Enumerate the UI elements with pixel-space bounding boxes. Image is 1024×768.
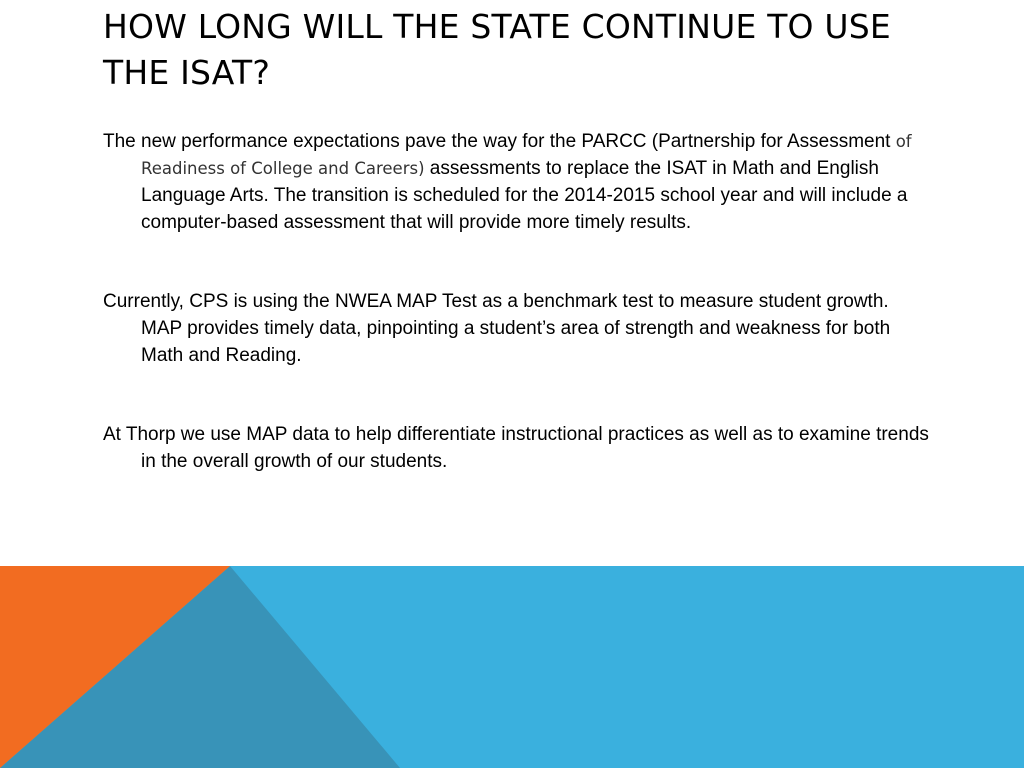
slide-body bbox=[103, 128, 933, 527]
paragraph-parcc-part3: assessments to replace the ISAT in Math and English Language Arts. The transition is scheduled for the 2014-2015 school year and will include a computer-based assessment that will provide more timely results. bbox=[141, 158, 908, 233]
paragraph-parcc-part1: The new performance expectations pave the way for the PARCC (Partnership for Assessment bbox=[103, 131, 891, 152]
paragraph-parcc-part2: of Readiness of College and Careers) bbox=[141, 132, 912, 178]
paragraph-parcc bbox=[103, 128, 933, 236]
slide-title: HOW LONG WILL THE STATE CONTINUE TO USE THE ISAT? bbox=[103, 7, 891, 92]
paragraph-thorp: At Thorp we use MAP data to help differentiate instructional practices as well as to examine trends in the overall growth of our students. bbox=[103, 424, 929, 472]
decorative-footer-shapes bbox=[0, 566, 1024, 768]
paragraph-map-test: Currently, CPS is using the NWEA MAP Test as a benchmark test to measure student growth. MAP provides timely data, pinpointing a student’s area of strength and weakness for both Math and Reading. bbox=[103, 291, 891, 366]
